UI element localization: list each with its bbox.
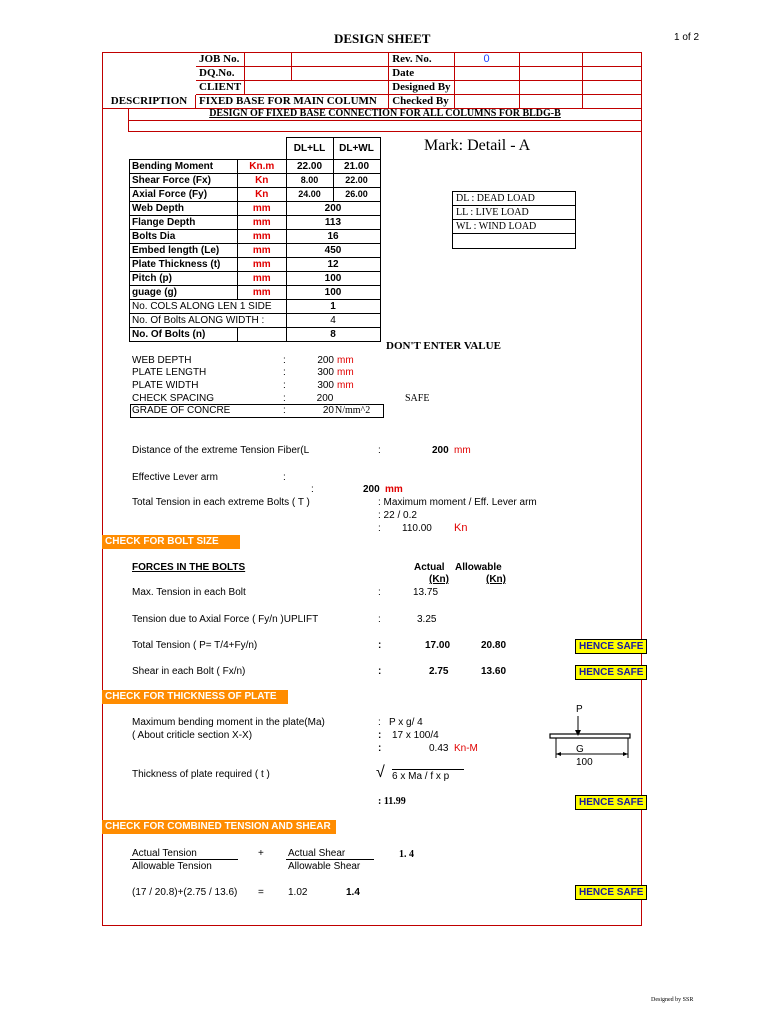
diagram-g-label: G — [576, 744, 584, 755]
designed-by-value[interactable] — [454, 81, 519, 95]
description-value[interactable]: FIXED BASE FOR MAIN COLUMN — [196, 95, 389, 109]
count-label: No. Of Bolts ALONG WIDTH : — [130, 314, 287, 328]
dq-label: DQ.No. — [196, 67, 245, 81]
fraction-line — [130, 859, 238, 860]
load-value[interactable]: 22.00 — [333, 174, 380, 188]
derived-unit: mm — [337, 380, 354, 391]
mark-label: Mark: Detail - A — [424, 137, 531, 154]
sqrt-formula: 6 x Ma / f x p — [392, 769, 464, 782]
dq-value[interactable] — [245, 67, 292, 81]
total-tension-actual: 17.00 — [425, 640, 451, 651]
hence-safe-badge: HENCE SAFE — [575, 665, 647, 680]
load-label: Axial Force (Fy) — [130, 188, 238, 202]
bolts-total-value: 8 — [286, 328, 380, 342]
footer-designed-by: Designed by SSR — [651, 997, 694, 1003]
total-tension-label: Total Tension in each extreme Bolts ( T ) — [132, 497, 310, 508]
bolts-total-label: No. Of Bolts (n) — [130, 328, 238, 342]
plate-moment-unit: Kn-M — [454, 743, 478, 754]
section-bolt-size: CHECK FOR BOLT SIZE — [102, 535, 240, 549]
param-unit: mm — [238, 216, 287, 230]
section-combined: CHECK FOR COMBINED TENSION AND SHEAR — [102, 820, 336, 834]
colon: : — [283, 355, 286, 366]
load-unit: Kn — [238, 188, 287, 202]
colon: : — [378, 717, 381, 728]
colon: : — [378, 640, 382, 651]
checked-by-label: Checked By — [389, 95, 454, 109]
shear-allowable: 13.60 — [481, 666, 507, 677]
diagram-span-label: 100 — [576, 757, 593, 768]
plate-thickness-label: Thickness of plate required ( t ) — [132, 769, 270, 780]
load-unit: Kn.m — [238, 160, 287, 174]
param-value[interactable]: 12 — [286, 258, 380, 272]
colon: : — [378, 614, 381, 625]
total-tension-line2: : 22 / 0.2 — [378, 510, 417, 521]
lever-unit: mm — [385, 484, 403, 495]
legend-item: LL : LIVE LOAD — [453, 206, 576, 220]
allowable-shear-label: Allowable Shear — [288, 861, 361, 872]
colon: : — [378, 666, 382, 677]
plate-substitution: 17 x 100/4 — [392, 730, 439, 741]
allowable-heading: Allowable — [455, 562, 502, 573]
colon: : — [283, 380, 286, 391]
param-label: Web Depth — [130, 202, 238, 216]
param-unit: mm — [238, 286, 287, 300]
tension-fiber-label: Distance of the extreme Tension Fiber(L — [132, 445, 310, 456]
tension-fiber-value: 200 — [432, 445, 449, 456]
designed-by-label: Designed By — [389, 81, 454, 95]
plate-formula: P x g/ 4 — [389, 717, 423, 728]
plate-thickness-result: : 11.99 — [378, 796, 406, 807]
dont-enter-note: DON'T ENTER VALUE — [386, 340, 501, 352]
diagram-p-label: P — [576, 704, 583, 715]
plate-about-label: ( About criticle section X-X) — [132, 730, 253, 741]
load-value[interactable]: 24.00 — [286, 188, 333, 202]
total-tension-line1: : Maximum moment / Eff. Lever arm — [378, 497, 537, 508]
derived-unit: mm — [337, 355, 354, 366]
subtitle-divider — [128, 120, 642, 121]
subtitle: DESIGN OF FIXED BASE CONNECTION FOR ALL COLUMNS FOR BLDG-B — [209, 108, 561, 119]
load-col-2: DL+WL — [333, 138, 380, 160]
total-tension-allowable: 20.80 — [481, 640, 507, 651]
colon: : — [378, 730, 382, 741]
shear-label: Shear in each Bolt ( Fx/n) — [132, 666, 246, 677]
load-unit: Kn — [238, 174, 287, 188]
combined-expression: (17 / 20.8)+(2.75 / 13.6) — [132, 887, 238, 898]
load-col-1: DL+LL — [286, 138, 333, 160]
derived-value: 200 — [316, 393, 334, 404]
hence-safe-badge: HENCE SAFE — [575, 885, 647, 900]
hence-safe-badge: HENCE SAFE — [575, 639, 647, 654]
actual-tension-label: Actual Tension — [132, 848, 197, 859]
grade-label: GRADE OF CONCRE — [132, 405, 231, 416]
colon: : — [283, 472, 286, 483]
derived-label: WEB DEPTH — [132, 355, 192, 366]
allowable-unit: (Kn) — [486, 574, 506, 585]
derived-label: CHECK SPACING — [132, 393, 215, 404]
param-value[interactable]: 100 — [286, 286, 380, 300]
param-unit: mm — [238, 272, 287, 286]
lever-value: 200 — [363, 484, 380, 495]
load-label: Bending Moment — [130, 160, 238, 174]
axial-tension-label: Tension due to Axial Force ( Fy/n )UPLIFT — [132, 614, 319, 625]
axial-tension-value: 3.25 — [417, 614, 437, 625]
description-label: DESCRIPTION — [103, 95, 196, 109]
load-value[interactable]: 8.00 — [286, 174, 333, 188]
param-label: Bolts Dia — [130, 230, 238, 244]
param-label: Plate Thickness (t) — [130, 258, 238, 272]
actual-shear-label: Actual Shear — [288, 848, 346, 859]
legend-item: WL : WIND LOAD — [453, 220, 576, 234]
allowable-tension-label: Allowable Tension — [132, 861, 212, 872]
param-label: Pitch (p) — [130, 272, 238, 286]
total-tension-p-label: Total Tension ( P= T/4+Fy/n) — [132, 640, 258, 651]
derived-value: 200 — [317, 355, 334, 366]
param-unit: mm — [238, 258, 287, 272]
colon: : — [283, 367, 286, 378]
param-unit: mm — [238, 230, 287, 244]
load-value[interactable]: 22.00 — [286, 160, 333, 174]
header-table — [102, 52, 642, 109]
equals-sign: = — [258, 887, 264, 898]
actual-unit: (Kn) — [429, 574, 449, 585]
fraction-line — [286, 859, 374, 860]
load-value[interactable]: 26.00 — [333, 188, 380, 202]
page-title: DESIGN SHEET — [334, 31, 431, 46]
derived-label: PLATE WIDTH — [132, 380, 199, 391]
date-value[interactable] — [454, 67, 519, 81]
rev-value[interactable]: 0 — [454, 53, 519, 67]
rev-label: Rev. No. — [389, 53, 454, 67]
total-tension-value: 110.00 — [402, 523, 432, 534]
param-unit: mm — [238, 244, 287, 258]
param-value[interactable]: 100 — [286, 272, 380, 286]
date-label: Date — [389, 67, 454, 81]
param-label: Flange Depth — [130, 216, 238, 230]
param-value[interactable]: 16 — [286, 230, 380, 244]
load-legend — [452, 191, 576, 249]
param-value[interactable]: 200 — [286, 202, 380, 216]
legend-item: DL : DEAD LOAD — [453, 192, 576, 206]
max-tension-label: Max. Tension in each Bolt — [132, 587, 246, 598]
actual-heading: Actual — [414, 562, 445, 573]
combined-result: 1.02 — [288, 887, 308, 898]
section-plate-thickness: CHECK FOR THICKNESS OF PLATE — [102, 690, 288, 704]
job-value[interactable] — [245, 53, 292, 67]
forces-heading: FORCES IN THE BOLTS — [132, 562, 246, 573]
param-unit: mm — [238, 202, 287, 216]
param-value[interactable]: 113 — [286, 216, 380, 230]
derived-value: 300 — [317, 380, 334, 391]
colon: : — [378, 523, 381, 534]
count-value[interactable]: 1 — [286, 300, 380, 314]
colon: : — [378, 445, 381, 456]
lever-label: Effective Lever arm — [132, 472, 218, 483]
checked-by-value[interactable] — [454, 95, 519, 109]
load-label: Shear Force (Fx) — [130, 174, 238, 188]
colon: : — [378, 743, 382, 754]
page-number: 1 of 2 — [674, 32, 700, 43]
hence-safe-badge: HENCE SAFE — [575, 795, 647, 810]
plate-moment-value: 0.43 — [429, 743, 449, 754]
client-label: CLIENT — [196, 81, 245, 95]
shear-actual: 2.75 — [429, 666, 449, 677]
colon: : — [378, 587, 381, 598]
plate-load-diagram — [548, 714, 638, 770]
max-tension-value: 13.75 — [413, 587, 439, 598]
safe-text: SAFE — [405, 393, 430, 404]
derived-label: PLATE LENGTH — [132, 367, 207, 378]
count-value[interactable]: 4 — [286, 314, 380, 328]
param-label: guage (g) — [130, 286, 238, 300]
param-value[interactable]: 450 — [286, 244, 380, 258]
colon: : — [283, 393, 286, 404]
combined-limit-value: 1.4 — [346, 887, 360, 898]
client-value[interactable] — [245, 81, 389, 95]
loads-table — [129, 137, 381, 342]
total-tension-unit: Kn — [454, 522, 468, 534]
combined-limit: 1. 4 — [399, 849, 414, 860]
colon: : — [311, 484, 314, 495]
load-value[interactable]: 21.00 — [333, 160, 380, 174]
job-label: JOB No. — [196, 53, 245, 67]
sqrt-icon: √ — [376, 764, 385, 781]
derived-value: 300 — [317, 367, 334, 378]
colon: : — [283, 405, 286, 416]
plus-sign: + — [258, 848, 264, 859]
grade-unit: N/mm^2 — [335, 405, 371, 416]
tension-fiber-unit: mm — [454, 445, 471, 456]
plate-moment-label: Maximum bending moment in the plate(Ma) — [132, 717, 325, 728]
count-label: No. COLS ALONG LEN 1 SIDE — [130, 300, 287, 314]
param-label: Embed length (Le) — [130, 244, 238, 258]
grade-value[interactable]: 20 — [322, 405, 334, 416]
derived-unit: mm — [337, 367, 354, 378]
